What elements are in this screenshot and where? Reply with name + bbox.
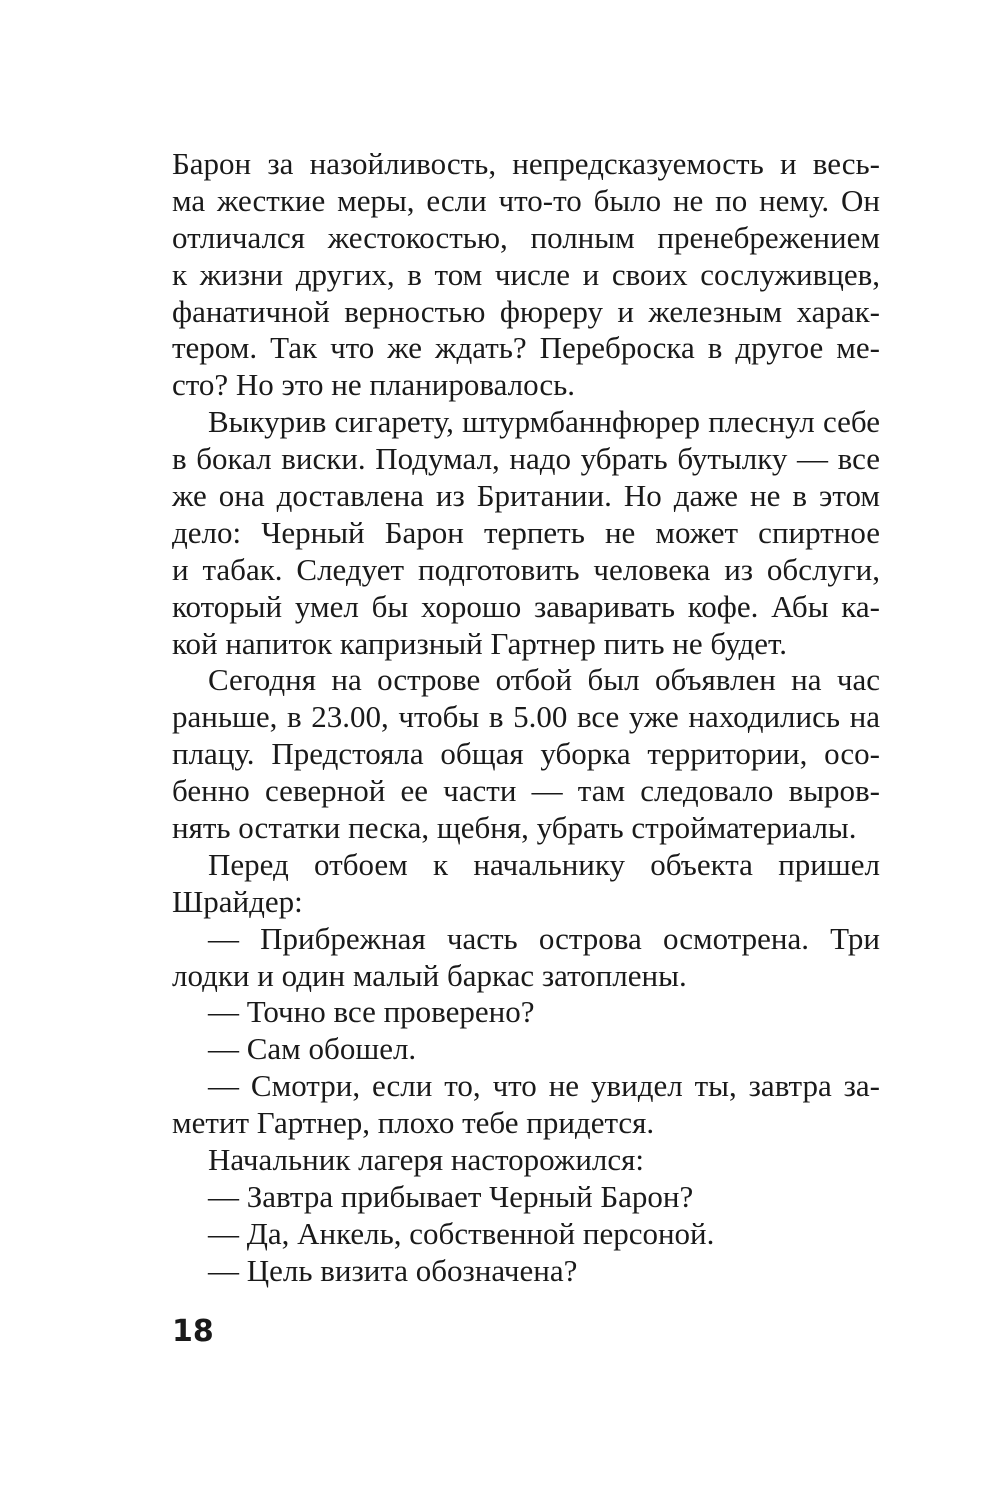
text-line: к жизни других, в том числе и своих сослуживцев, (172, 256, 880, 292)
text-line: тером. Так что же ждать? Переброска в другое ме- (172, 330, 880, 366)
text-line: Выкурив сигарету, штурмбаннфюрер плеснул себе (208, 404, 880, 440)
text-line: плацу. Предстояла общая уборка территории, осо- (172, 736, 880, 772)
text-line: дело: Черный Барон терпеть не может спиртное (172, 514, 880, 550)
text-line: же она доставлена из Британии. Но даже не в этом (172, 478, 880, 514)
text-line: фанатичной верностью фюреру и железным харак- (172, 293, 880, 329)
text-line: бенно северной ее части — там следовало выров- (172, 773, 880, 809)
text-line: — Да, Анкель, собственной персоной. (208, 1215, 715, 1251)
text-line: Перед отбоем к начальнику объекта пришел (208, 846, 880, 882)
text-line: в бокал виски. Подумал, надо убрать бутылку — все (172, 441, 880, 477)
text-line: и табак. Следует подготовить человека из обслуги, (172, 551, 880, 587)
text-line: — Точно все проверено? (208, 994, 535, 1030)
text-line: отличался жестокостью, полным пренебрежением (172, 219, 880, 255)
body-text (172, 146, 880, 1290)
text-line: — Завтра прибывает Черный Барон? (208, 1178, 694, 1214)
text-line: — Сам обошел. (208, 1031, 417, 1067)
text-line: Барон за назойливость, непредсказуемость и весь- (172, 146, 880, 181)
text-line: кой напиток капризный Гартнер пить не будет. (172, 625, 788, 661)
text-line: — Смотри, если то, что не увидел ты, завтра за- (208, 1068, 880, 1104)
text-line: Сегодня на острове отбой был объявлен на час (208, 662, 880, 698)
text-line: сто? Но это не планировалось. (172, 367, 575, 403)
text-line: — Прибрежная часть острова осмотрена. Три (208, 920, 880, 956)
text-line: метит Гартнер, плохо тебе придется. (172, 1105, 655, 1141)
text-line: ма жесткие меры, если что-то было не по нему. Он (172, 182, 880, 218)
text-line: Начальник лагеря насторожился: (208, 1142, 645, 1178)
text-line: нять остатки песка, щебня, убрать стройматериалы. (172, 810, 857, 846)
page-number: 18 (172, 1314, 214, 1349)
text-line: лодки и один малый баркас затоплены. (172, 957, 687, 993)
text-line: который умел бы хорошо заваривать кофе. Абы ка- (172, 588, 880, 624)
text-line: раньше, в 23.00, чтобы в 5.00 все уже находились на (172, 699, 880, 735)
text-line: — Цель визита обозначена? (208, 1252, 578, 1288)
text-line: Шрайдер: (172, 883, 303, 919)
